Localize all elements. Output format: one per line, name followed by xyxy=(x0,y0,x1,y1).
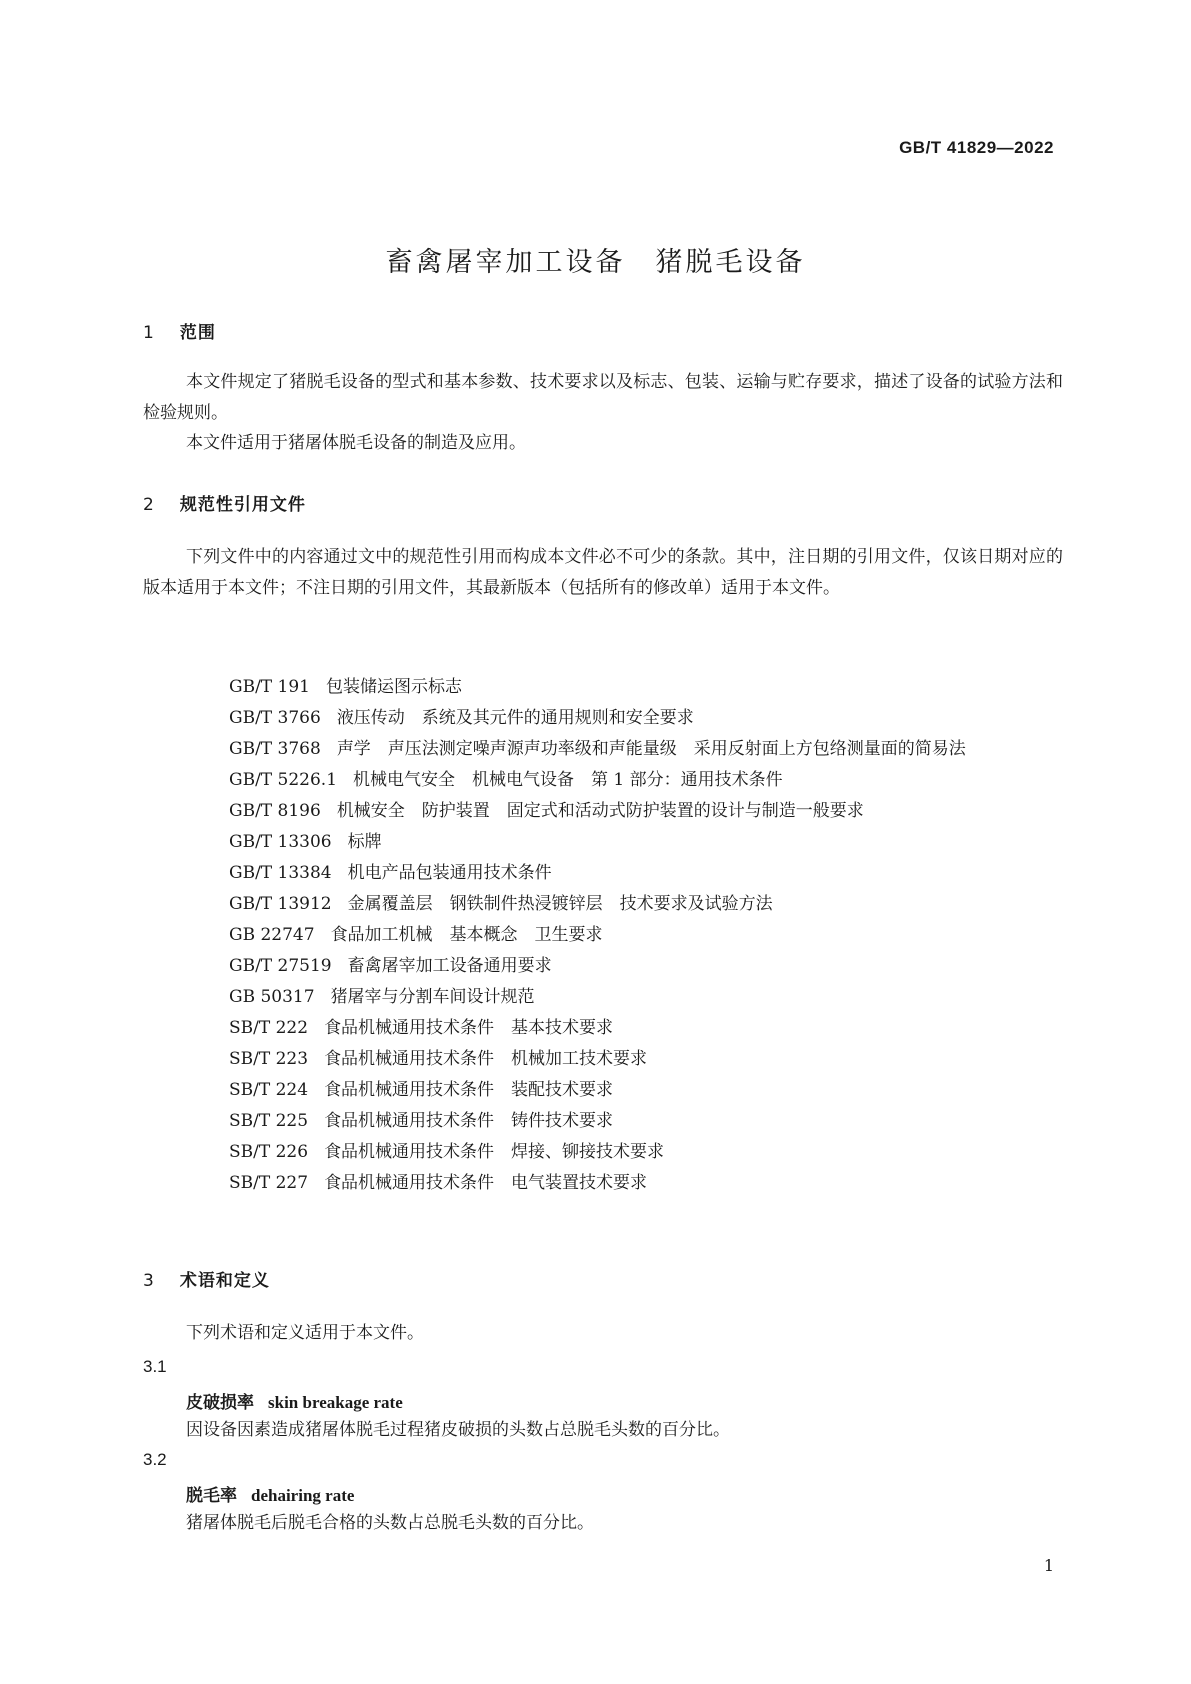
reference-item xyxy=(143,1137,1063,1168)
scope-paragraph: 本文件适用于猪屠体脱毛设备的制造及应用。 xyxy=(186,433,526,453)
reference-code: GB/T 8196 xyxy=(229,801,321,821)
reference-item xyxy=(143,858,1063,889)
reference-item xyxy=(143,672,1063,703)
reference-code: SB/T 223 xyxy=(229,1049,309,1069)
term-en: dehairing rate xyxy=(251,1486,355,1505)
reference-code: SB/T 227 xyxy=(229,1173,309,1193)
reference-item xyxy=(143,703,1063,734)
reference-code: GB/T 13912 xyxy=(229,894,332,914)
reference-title: 食品机械通用技术条件 装配技术要求 xyxy=(324,1080,614,1100)
reference-title: 标牌 xyxy=(347,832,382,852)
scope-paragraph: 本文件规定了猪脱毛设备的型式和基本参数、技术要求以及标志、包装、运输与贮存要求，描述了设备的试验方法和检验规则。 xyxy=(143,372,1063,423)
term-definition: 因设备因素造成猪屠体脱毛过程猪皮破损的头数占总脱毛头数的百分比。 xyxy=(186,1420,730,1440)
reference-title: 机电产品包装通用技术条件 xyxy=(347,863,552,883)
reference-title: 液压传动 系统及其元件的通用规则和安全要求 xyxy=(336,708,694,728)
reference-item xyxy=(143,889,1063,920)
reference-item xyxy=(143,1075,1063,1106)
reference-code: SB/T 224 xyxy=(229,1080,309,1100)
reference-code: GB/T 3766 xyxy=(229,708,321,728)
reference-item xyxy=(143,920,1063,951)
section-heading-references xyxy=(143,490,306,515)
reference-code: SB/T 222 xyxy=(229,1018,309,1038)
section-title: 范围 xyxy=(179,323,216,343)
reference-code: GB/T 5226.1 xyxy=(229,770,338,790)
section-heading-scope xyxy=(143,318,216,343)
reference-list xyxy=(143,672,1063,1199)
reference-title: 包装储运图示标志 xyxy=(326,677,462,697)
reference-title: 食品机械通用技术条件 电气装置技术要求 xyxy=(324,1173,648,1193)
term-heading xyxy=(186,1481,354,1506)
section-title: 术语和定义 xyxy=(179,1271,270,1291)
reference-item xyxy=(143,827,1063,858)
reference-item xyxy=(143,1044,1063,1075)
reference-code: GB/T 191 xyxy=(229,677,310,697)
reference-title: 机械安全 防护装置 固定式和活动式防护装置的设计与制造一般要求 xyxy=(336,801,864,821)
reference-item xyxy=(143,982,1063,1013)
term-number: 3.1 xyxy=(143,1357,167,1376)
reference-item xyxy=(143,951,1063,982)
reference-title: 畜禽屠宰加工设备通用要求 xyxy=(347,956,552,976)
terms-intro: 下列术语和定义适用于本文件。 xyxy=(186,1323,424,1343)
section-title: 规范性引用文件 xyxy=(179,495,306,515)
term-zh: 皮破损率 xyxy=(186,1393,254,1413)
reference-code: GB/T 27519 xyxy=(229,956,332,976)
page-number: 1 xyxy=(1043,1556,1054,1575)
reference-code: GB 22747 xyxy=(229,925,315,945)
reference-item xyxy=(143,1013,1063,1044)
section-heading-terms xyxy=(143,1266,270,1291)
section-number: 2 xyxy=(143,495,155,515)
reference-code: SB/T 226 xyxy=(229,1142,309,1162)
section-number: 3 xyxy=(143,1271,155,1291)
section-number: 1 xyxy=(143,323,155,343)
reference-item xyxy=(143,1168,1063,1199)
reference-title: 声学 声压法测定噪声源声功率级和声能量级 采用反射面上方包络测量面的简易法 xyxy=(336,739,966,759)
term-zh: 脱毛率 xyxy=(186,1486,237,1506)
reference-title: 食品机械通用技术条件 焊接、铆接技术要求 xyxy=(324,1142,665,1162)
term-heading xyxy=(186,1388,403,1413)
reference-item xyxy=(143,734,1063,765)
term-en: skin breakage rate xyxy=(268,1393,403,1412)
term-number: 3.2 xyxy=(143,1450,167,1469)
reference-title: 金属覆盖层 钢铁制件热浸镀锌层 技术要求及试验方法 xyxy=(347,894,773,914)
reference-title: 机械电气安全 机械电气设备 第 1 部分：通用技术条件 xyxy=(353,770,783,790)
reference-code: GB/T 3768 xyxy=(229,739,321,759)
document-title: 畜禽屠宰加工设备 猪脱毛设备 xyxy=(385,247,806,278)
reference-item xyxy=(143,765,1063,796)
reference-code: SB/T 225 xyxy=(229,1111,309,1131)
reference-title: 食品机械通用技术条件 铸件技术要求 xyxy=(324,1111,614,1131)
reference-code: GB 50317 xyxy=(229,987,315,1007)
reference-item xyxy=(143,1106,1063,1137)
standard-code: GB/T 41829—2022 xyxy=(899,138,1054,157)
reference-item xyxy=(143,796,1063,827)
reference-title: 食品机械通用技术条件 基本技术要求 xyxy=(324,1018,614,1038)
reference-code: GB/T 13306 xyxy=(229,832,332,852)
reference-title: 食品加工机械 基本概念 卫生要求 xyxy=(330,925,603,945)
reference-title: 猪屠宰与分割车间设计规范 xyxy=(330,987,535,1007)
reference-code: GB/T 13384 xyxy=(229,863,332,883)
term-definition: 猪屠体脱毛后脱毛合格的头数占总脱毛头数的百分比。 xyxy=(186,1513,594,1533)
reference-title: 食品机械通用技术条件 机械加工技术要求 xyxy=(324,1049,648,1069)
references-intro: 下列文件中的内容通过文中的规范性引用而构成本文件必不可少的条款。其中，注日期的引用文件，仅该日期对应的版本适用于本文件；不注日期的引用文件，其最新版本（包括所有的修改单）适用于本文件。 xyxy=(143,547,1063,598)
